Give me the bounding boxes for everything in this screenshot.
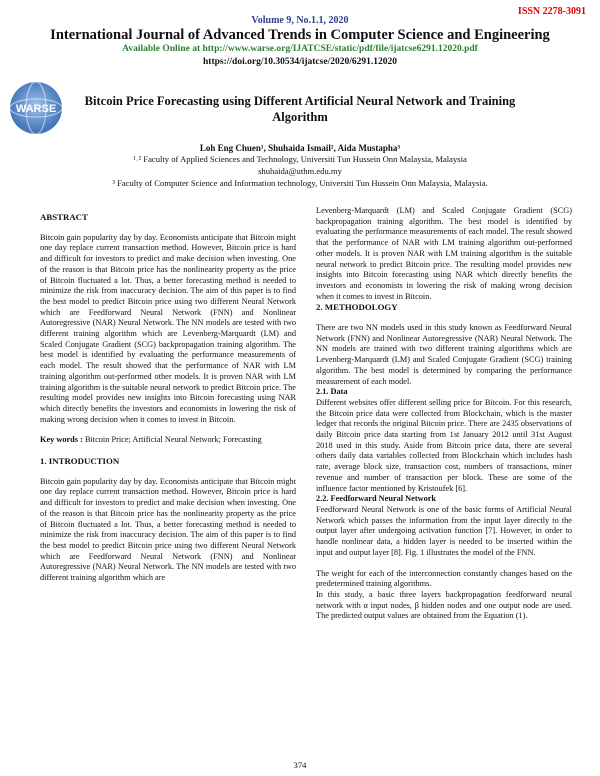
doi-link[interactable]: https://doi.org/10.30534/ijatcse/2020/6291.12020 (203, 57, 397, 67)
feedforward-text: Feedforward Neural Network is one of the basic forms of Artificial Neural Network which passes the information from the input layer directly to the output layer after undergoing activation function [7]. However, in order to handle nonlinear data, a hidden layer is needed to be inserted within the input and output layer [8]. Fig. 1 illustrates the model of the FNN. (316, 504, 572, 557)
data-heading: 2.1. Data (316, 387, 348, 397)
abstract-heading: ABSTRACT (40, 212, 88, 222)
online-url-link[interactable]: Available Online at http://www.warse.org/IJATCSE/static/pdf/file/ijatcse6291.12020.pdf (122, 44, 478, 54)
keywords-label: Key words : (40, 435, 83, 445)
study-text: In this study, a basic three layers backpropagation feedforward neural network with α input nodes, β hidden nodes and one output node are used. The predicted output values are obtained from the Equation (1). (316, 589, 572, 621)
logo-text: WARSE (15, 103, 57, 115)
journal-title: International Journal of Advanced Trends in Computer Science and Engineering (50, 27, 550, 43)
paper-title: Bitcoin Price Forecasting using Different Artificial Neural Network and Training Algorithm (84, 94, 516, 124)
introduction-text: Bitcoin gain popularity day by day. Economists anticipate that Bitcoin might one day replace current transaction method. However, Bitcoin price is hard and difficult for investors to predict and make decision when investing. One of the reason is that Bitcoin price has the nonlinearity property as the price of Bitcoin fluctuated a lot. Thus, a better forecasting method is needed to minimize the risk from inaccuracy decision. The aim of this paper is to find the best model to predict Bitcoin price using two different Neural Network which are Feedforward Neural Network (FNN) and Nonlinear Autoregressive (NAR) Neural Network. The NN models are tested with two different training algorithm which are (40, 476, 296, 583)
affiliation-1: ¹˒² Faculty of Applied Sciences and Technology, Universiti Tun Hussein Onn Malaysia, Malaysia (133, 154, 467, 164)
feedforward-heading: 2.2. Feedforward Neural Network (316, 494, 437, 504)
affiliation-2: ³ Faculty of Computer Science and Information technology, Universiti Tun Hussein Onn Malaysia, Malaysia. (112, 178, 488, 188)
right-column (316, 206, 572, 622)
data-text: Different websites offer different selling price for Bitcoin. For this research, the Bitcoin price data were collected from Blockchain, which is the master ledger that records the original Bitcoin price. There are 2435 observations of daily Bitcoin price data starting from 1st January 2012 until 31st August 2018 used in this study. Aside from Bitcoin price data, there are several others daily data variables collected from Blockchain which includes hash rate, average block size, transaction cost, numbers of transactions, miner revenue and number of transaction per block. These are some of the influence factor mentioned by Kristoufek [6]. (316, 397, 572, 493)
introduction-heading: 1. INTRODUCTION (40, 456, 120, 467)
volume-info: Volume 9, No.1.1, 2020 (251, 15, 349, 26)
abstract-text: Bitcoin gain popularity day by day. Economists anticipate that Bitcoin might one day replace current transaction method. However, Bitcoin price is hard and difficult for investors to predict and make decision when investing. One of the reason is that Bitcoin price has the nonlinearity property as the price of Bitcoin fluctuated a lot. Thus, a better forecasting method is needed to minimize the risk from inaccuracy decision. The aim of this paper is to find the best model to predict Bitcoin price using two different Neural Network which are Feedforward Neural Network (FNN) and Nonlinear Autoregressive (NAR) Neural Network. The NN models are tested with two different training algorithm which are Levenberg-Marquardt (LM) and Scaled Conjugate Gradient (SCG) backpropagation training algorithm. The best model is identified by evaluating the performance measurements of each model. The result showed that the performance of NAR with LM training algorithm out-performed other models. It is proven NAR with LM training algorithm is the suitable neural network to predict Bitcoin price. The resulting model provides new insights into Bitcoin forecasting using NAR which directly benefits the investors and economists in lowering the risk of making wrong decision when it comes to invest in Bitcoin. (40, 232, 296, 424)
methodology-heading: 2. METHODOLOGY (316, 302, 398, 313)
author-email[interactable]: shuhaida@uthm.edu.my (258, 166, 342, 176)
keywords-line (40, 435, 296, 446)
methodology-text: There are two NN models used in this study known as Feedforward Neural Network (FNN) and Nonlinear Autoregressive (NAR) Neural Network. The NN models are trained with two different training algorithms which are Levenberg-Marquardt (LM) and Scaled Conjugate Gradient (SCG) training algorithm. The best model is determined by comparing the performance measurement of each model. (316, 323, 572, 386)
warse-logo-icon (6, 78, 66, 138)
left-column (40, 212, 296, 584)
page-number: 374 (293, 760, 307, 770)
author-list: Loh Eng Chuen¹, Shuhaida Ismail², Aida Mustapha³ (199, 143, 401, 153)
introduction-continued-text: Levenberg-Marquardt (LM) and Scaled Conjugate Gradient (SCG) backpropagation training algorithm. The best model is identified by evaluating the performance measurements of each model. The result showed that the performance of NAR with LM training algorithm out-performed other models. It is proven NAR with LM training algorithm is the suitable neural network to predict Bitcoin price. The resulting model provides new insights into Bitcoin forecasting using NAR which directly benefits the investors and economists in lowering the risk of making wrong decision when it comes to invest in Bitcoin. (316, 206, 572, 301)
keywords-text: Bitcoin Price; Artificial Neural Network; Forecasting (82, 435, 262, 445)
issn-label: ISSN 2278-3091 (517, 6, 586, 17)
weight-text: The weight for each of the interconnection constantly changes based on the predetermined training algorithms. (316, 568, 572, 589)
